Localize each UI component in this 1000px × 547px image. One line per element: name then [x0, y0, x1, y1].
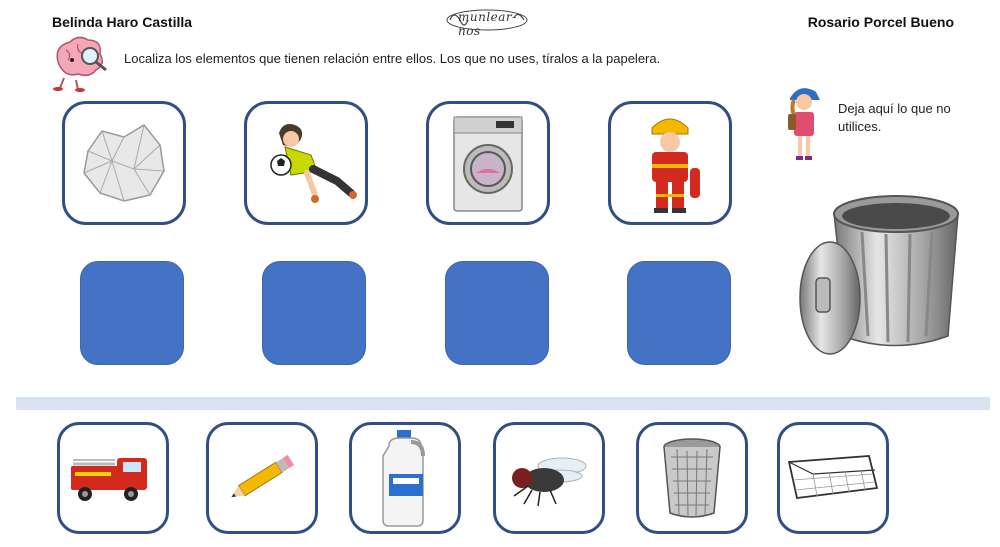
brain-mascot-icon [44, 32, 112, 92]
soccer-goal-icon [783, 448, 883, 508]
card-goalkeeper[interactable] [244, 101, 368, 225]
tile-pencil[interactable] [206, 422, 318, 534]
tile-bleach[interactable] [349, 422, 461, 534]
trash-can-icon [790, 186, 968, 362]
drop-zone-3[interactable] [445, 261, 549, 365]
tile-soccer-goal[interactable] [777, 422, 889, 534]
card-crumpled-paper[interactable] [62, 101, 186, 225]
card-firefighter[interactable] [608, 101, 732, 225]
tile-fly[interactable] [493, 422, 605, 534]
trash-instruction: Deja aquí lo que no utilices. [838, 101, 951, 134]
separator-bar [16, 397, 990, 410]
fire-truck-icon [65, 448, 161, 508]
drop-zone-1[interactable] [80, 261, 184, 365]
tile-wastebasket[interactable] [636, 422, 748, 534]
drop-zone-4[interactable] [627, 261, 731, 365]
bleach-bottle-icon [375, 428, 435, 528]
instruction-text: Localiza los elementos que tienen relación entre ellos. Los que no uses, tíralos a la papelera. [124, 51, 661, 66]
drop-zone-2[interactable] [262, 261, 366, 365]
firefighter-icon [630, 108, 710, 218]
trash-bin-drop-target[interactable] [790, 186, 968, 362]
logo-text: munlear-nos [458, 10, 517, 38]
soccer-goalkeeper-girl-icon [251, 111, 361, 215]
girl-character-icon [784, 82, 830, 166]
pencil-icon [222, 448, 302, 508]
card-washing-machine[interactable] [426, 101, 550, 225]
fly-icon [504, 448, 594, 508]
wastebasket-icon [657, 433, 727, 523]
crumpled-paper-icon [72, 111, 176, 215]
tile-fire-truck[interactable] [57, 422, 169, 534]
washing-machine-icon [448, 111, 528, 215]
author-left: Belinda Haro Castilla [52, 14, 193, 30]
author-right: Rosario Porcel Bueno [807, 14, 954, 30]
site-logo [444, 6, 530, 38]
